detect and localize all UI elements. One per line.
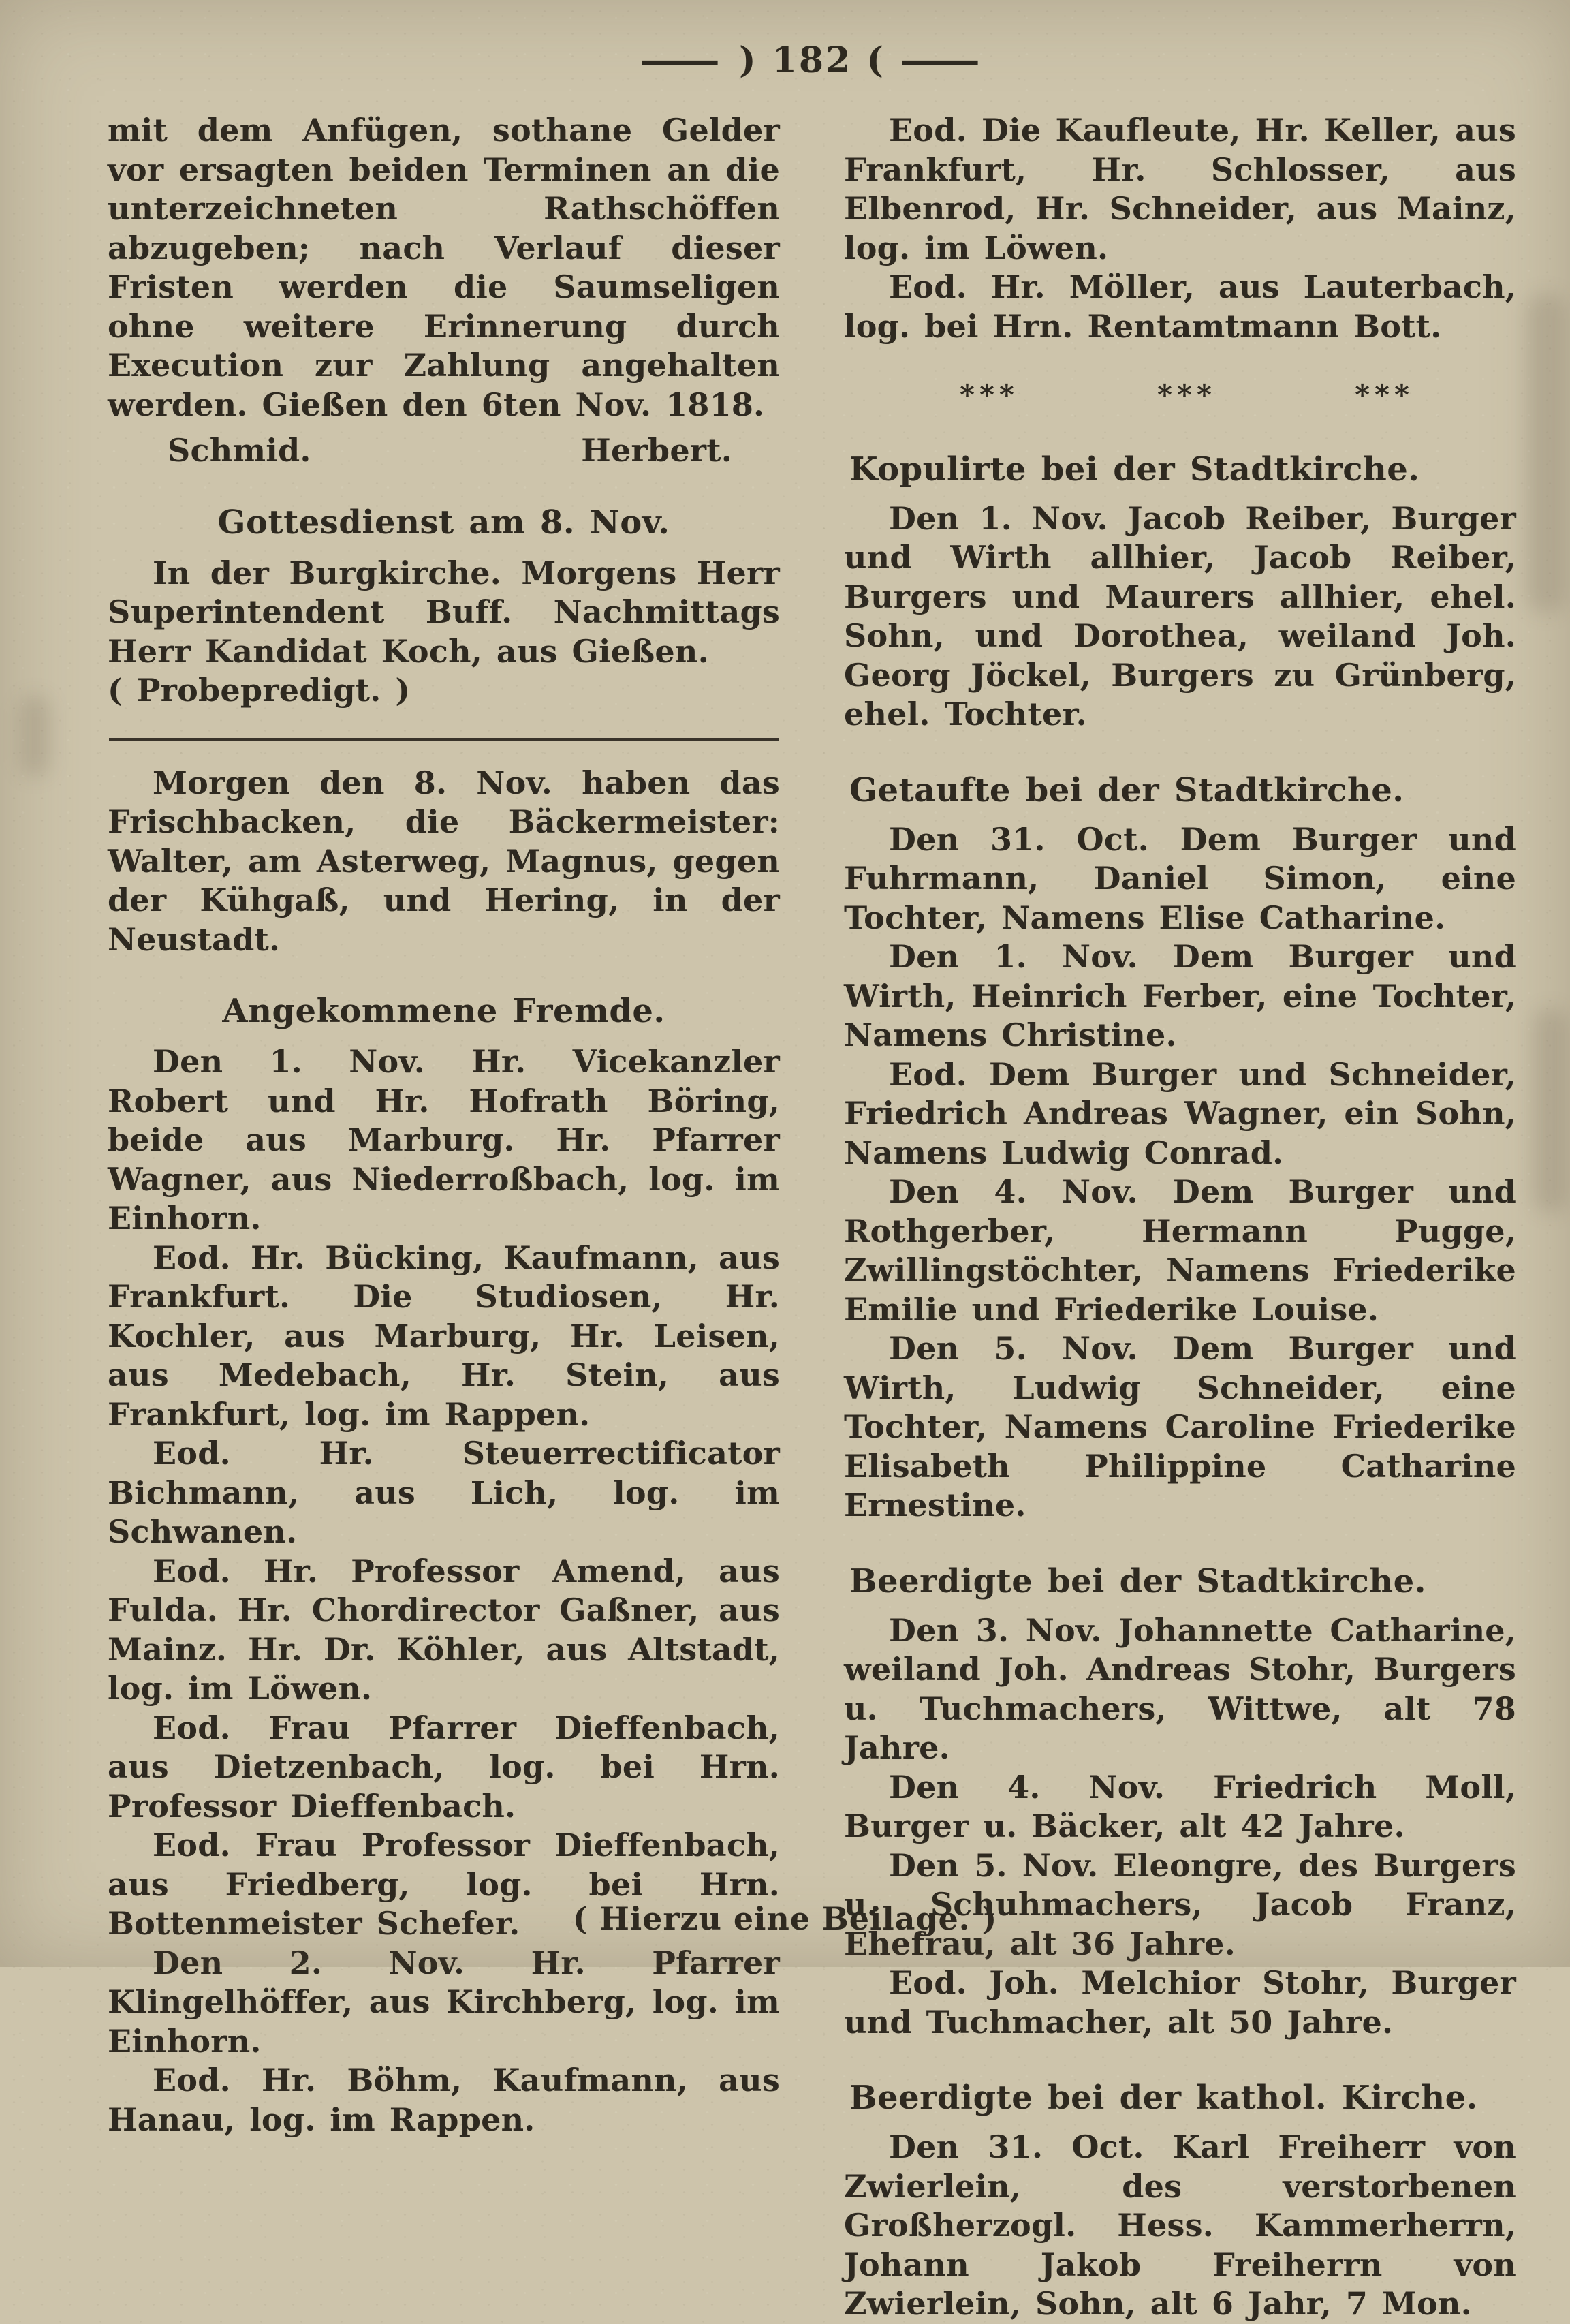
register-entry: Den 31. Oct. Karl Freiherr von Zwierlein, des verstorbenen Großherzogl. Hess. Kammerherrn, Johann Jakob Freiherrn von Zwierlein, Sohn, alt 6 Jahr, 7 Mon.	[844, 2128, 1516, 2322]
section-heading-kopulirte: Kopulirte bei der Stadtkirche.	[849, 450, 1420, 489]
arrival-entry: Eod. Frau Pfarrer Dieffenbach, aus Dietzenbach, log. bei Hrn. Professor Dieffenbach.	[108, 1709, 780, 1825]
register-entry: Den 4. Nov. Friedrich Moll, Burger u. Bäcker, alt 42 Jahre.	[844, 1768, 1516, 1844]
baking-notice: Morgen den 8. Nov. haben das Frischbacken, die Bäckermeister: Walter, am Asterweg, Magnus, gegen der Kühgaß, und Hering, in der Neustadt.	[108, 764, 780, 958]
register-entry: Den 3. Nov. Johannette Catharine, weiland Joh. Andreas Stohr, Burgers u. Tuchmachers, Wittwe, alt 78 Jahre.	[844, 1611, 1516, 1766]
ink-bleedthrough-smudge	[1526, 293, 1566, 613]
arrival-entry: Eod. Hr. Professor Amend, aus Fulda. Hr. Chordirector Gaßner, aus Mainz. Hr. Dr. Köhler, aus Altstadt, log. im Löwen.	[108, 1552, 780, 1707]
register-entry: Den 5. Nov. Dem Burger und Wirth, Ludwig Schneider, eine Tochter, Namens Caroline Friederike Elisabeth Philippine Catharine Ernestine.	[844, 1330, 1516, 1523]
right-column	[844, 111, 1516, 2324]
register-entry: Den 1. Nov. Jacob Reiber, Burger und Wirth allhier, Jacob Reiber, Burgers und Maurers allhier, ehel. Sohn, und Dorothea, weiland Joh. Georg Jöckel, Burgers zu Grünberg, ehel. Tochter.	[844, 499, 1516, 732]
asterisk-ornament: ***	[1157, 378, 1216, 412]
register-entry: Den 31. Oct. Dem Burger und Fuhrmann, Daniel Simon, eine Tochter, Namens Elise Catharine.	[844, 820, 1516, 936]
section-beerdigte-stadtkirche	[844, 1561, 1516, 2043]
section-heading-beerdigte-stadtkirche: Beerdigte bei der Stadtkirche.	[849, 1562, 1426, 1600]
ink-bleedthrough-smudge	[19, 695, 50, 777]
section-heading-getaufte: Getaufte bei der Stadtkirche.	[849, 771, 1404, 809]
register-entry: Eod. Dem Burger und Schneider, Friedrich Andreas Wagner, ein Sohn, Namens Ludwig Conrad.	[844, 1055, 1516, 1171]
register-entry: Den 4. Nov. Dem Burger und Rothgerber, Hermann Pugge, Zwillingstöchter, Namens Friederike Emilie und Friederike Louise.	[844, 1173, 1516, 1328]
header-dash-right: —	[897, 40, 988, 81]
arrival-entry: Eod. Hr. Möller, aus Lauterbach, log. bei Hrn. Rentamtmann Bott.	[844, 268, 1516, 345]
arrival-entry: Eod. Hr. Steuerrectificator Bichmann, aus Lich, log. im Schwanen.	[108, 1435, 780, 1550]
register-entry: Den 5. Nov. Eleongre, des Burgers u. Schuhmachers, Jacob Franz, Ehefrau, alt 36 Jahre.	[844, 1846, 1516, 1962]
section-getaufte	[844, 770, 1516, 1525]
arrival-entry: Eod. Frau Professor Dieffenbach, aus Friedberg, log. bei Hrn. Bottenmeister Schefer.	[108, 1827, 780, 1942]
section-kopulirte	[844, 449, 1516, 734]
page-number: ) 182 (	[739, 40, 885, 81]
service-note: ( Probepredigt. )	[108, 672, 411, 709]
asterisk-ornament-row	[844, 377, 1516, 414]
two-column-body	[108, 111, 1517, 2324]
signature-herbert: Herbert.	[581, 432, 732, 469]
supplement-note: ( Hierzu eine Beilage. )	[572, 1900, 998, 1937]
arrival-entry: Den 1. Nov. Hr. Vicekanzler Robert und Hr. Hofrath Böring, beide aus Marburg. Hr. Pfarrer Wagner, aus Niederroßbach, log. im Einhorn.	[108, 1043, 780, 1237]
service-announcement: In der Burgkirche. Morgens Herr Superintendent Buff. Nachmittags Herr Kandidat Koch, aus Gießen.	[108, 554, 780, 670]
header-dash-left: —	[637, 40, 727, 81]
arrivals-list	[108, 1042, 780, 2139]
arrival-entry: Eod. Hr. Bücking, Kaufmann, aus Frankfurt. Die Studiosen, Hr. Kochler, aus Marburg, Hr. Leisen, aus Medebach, Hr. Stein, aus Frankfurt, log. im Rappen.	[108, 1239, 780, 1433]
arrival-entry: Eod. Die Kaufleute, Hr. Keller, aus Frankfurt, Hr. Schlosser, aus Elbenrod, Hr. Schneider, aus Mainz, log. im Löwen.	[844, 112, 1516, 266]
section-heading-angekommene-fremde: Angekommene Fremde.	[222, 992, 665, 1030]
register-entry: Den 1. Nov. Dem Burger und Wirth, Heinrich Ferber, eine Tochter, Namens Christine.	[844, 938, 1516, 1053]
section-divider-rule	[109, 738, 779, 741]
notice-continuation-paragraph: mit dem Anfügen, sothane Gelder vor ersagten beiden Terminen an die unterzeichneten Rathschöffen abzugeben; nach Verlauf dieser Fristen werden die Saumseligen ohne weitere Erinnerung durch Execution zur Zahlung angehalten werden. Gießen den 6ten Nov. 1818.	[108, 112, 780, 423]
signature-row	[108, 424, 780, 471]
section-heading-beerdigte-kathol: Beerdigte bei der kathol. Kirche.	[849, 2079, 1478, 2117]
section-beerdigte-kathol	[844, 2077, 1516, 2324]
register-entry: Eod. Joh. Melchior Stohr, Burger und Tuchmacher, alt 50 Jahre.	[844, 1964, 1516, 2041]
asterisk-ornament: ***	[960, 378, 1019, 412]
arrival-entry: Den 2. Nov. Hr. Pfarrer Klingelhöffer, aus Kirchberg, log. im Einhorn.	[108, 1944, 780, 2060]
left-column	[108, 111, 780, 2324]
signature-schmid: Schmid.	[168, 432, 311, 469]
asterisk-ornament: ***	[1355, 378, 1414, 412]
ink-bleedthrough-smudge	[1533, 1008, 1569, 1213]
arrival-entry: Eod. Hr. Böhm, Kaufmann, aus Hanau, log. im Rappen.	[108, 2062, 780, 2138]
page-header	[108, 40, 1517, 81]
arrivals-continued	[844, 111, 1516, 346]
section-heading-gottesdienst: Gottesdienst am 8. Nov.	[217, 503, 670, 542]
